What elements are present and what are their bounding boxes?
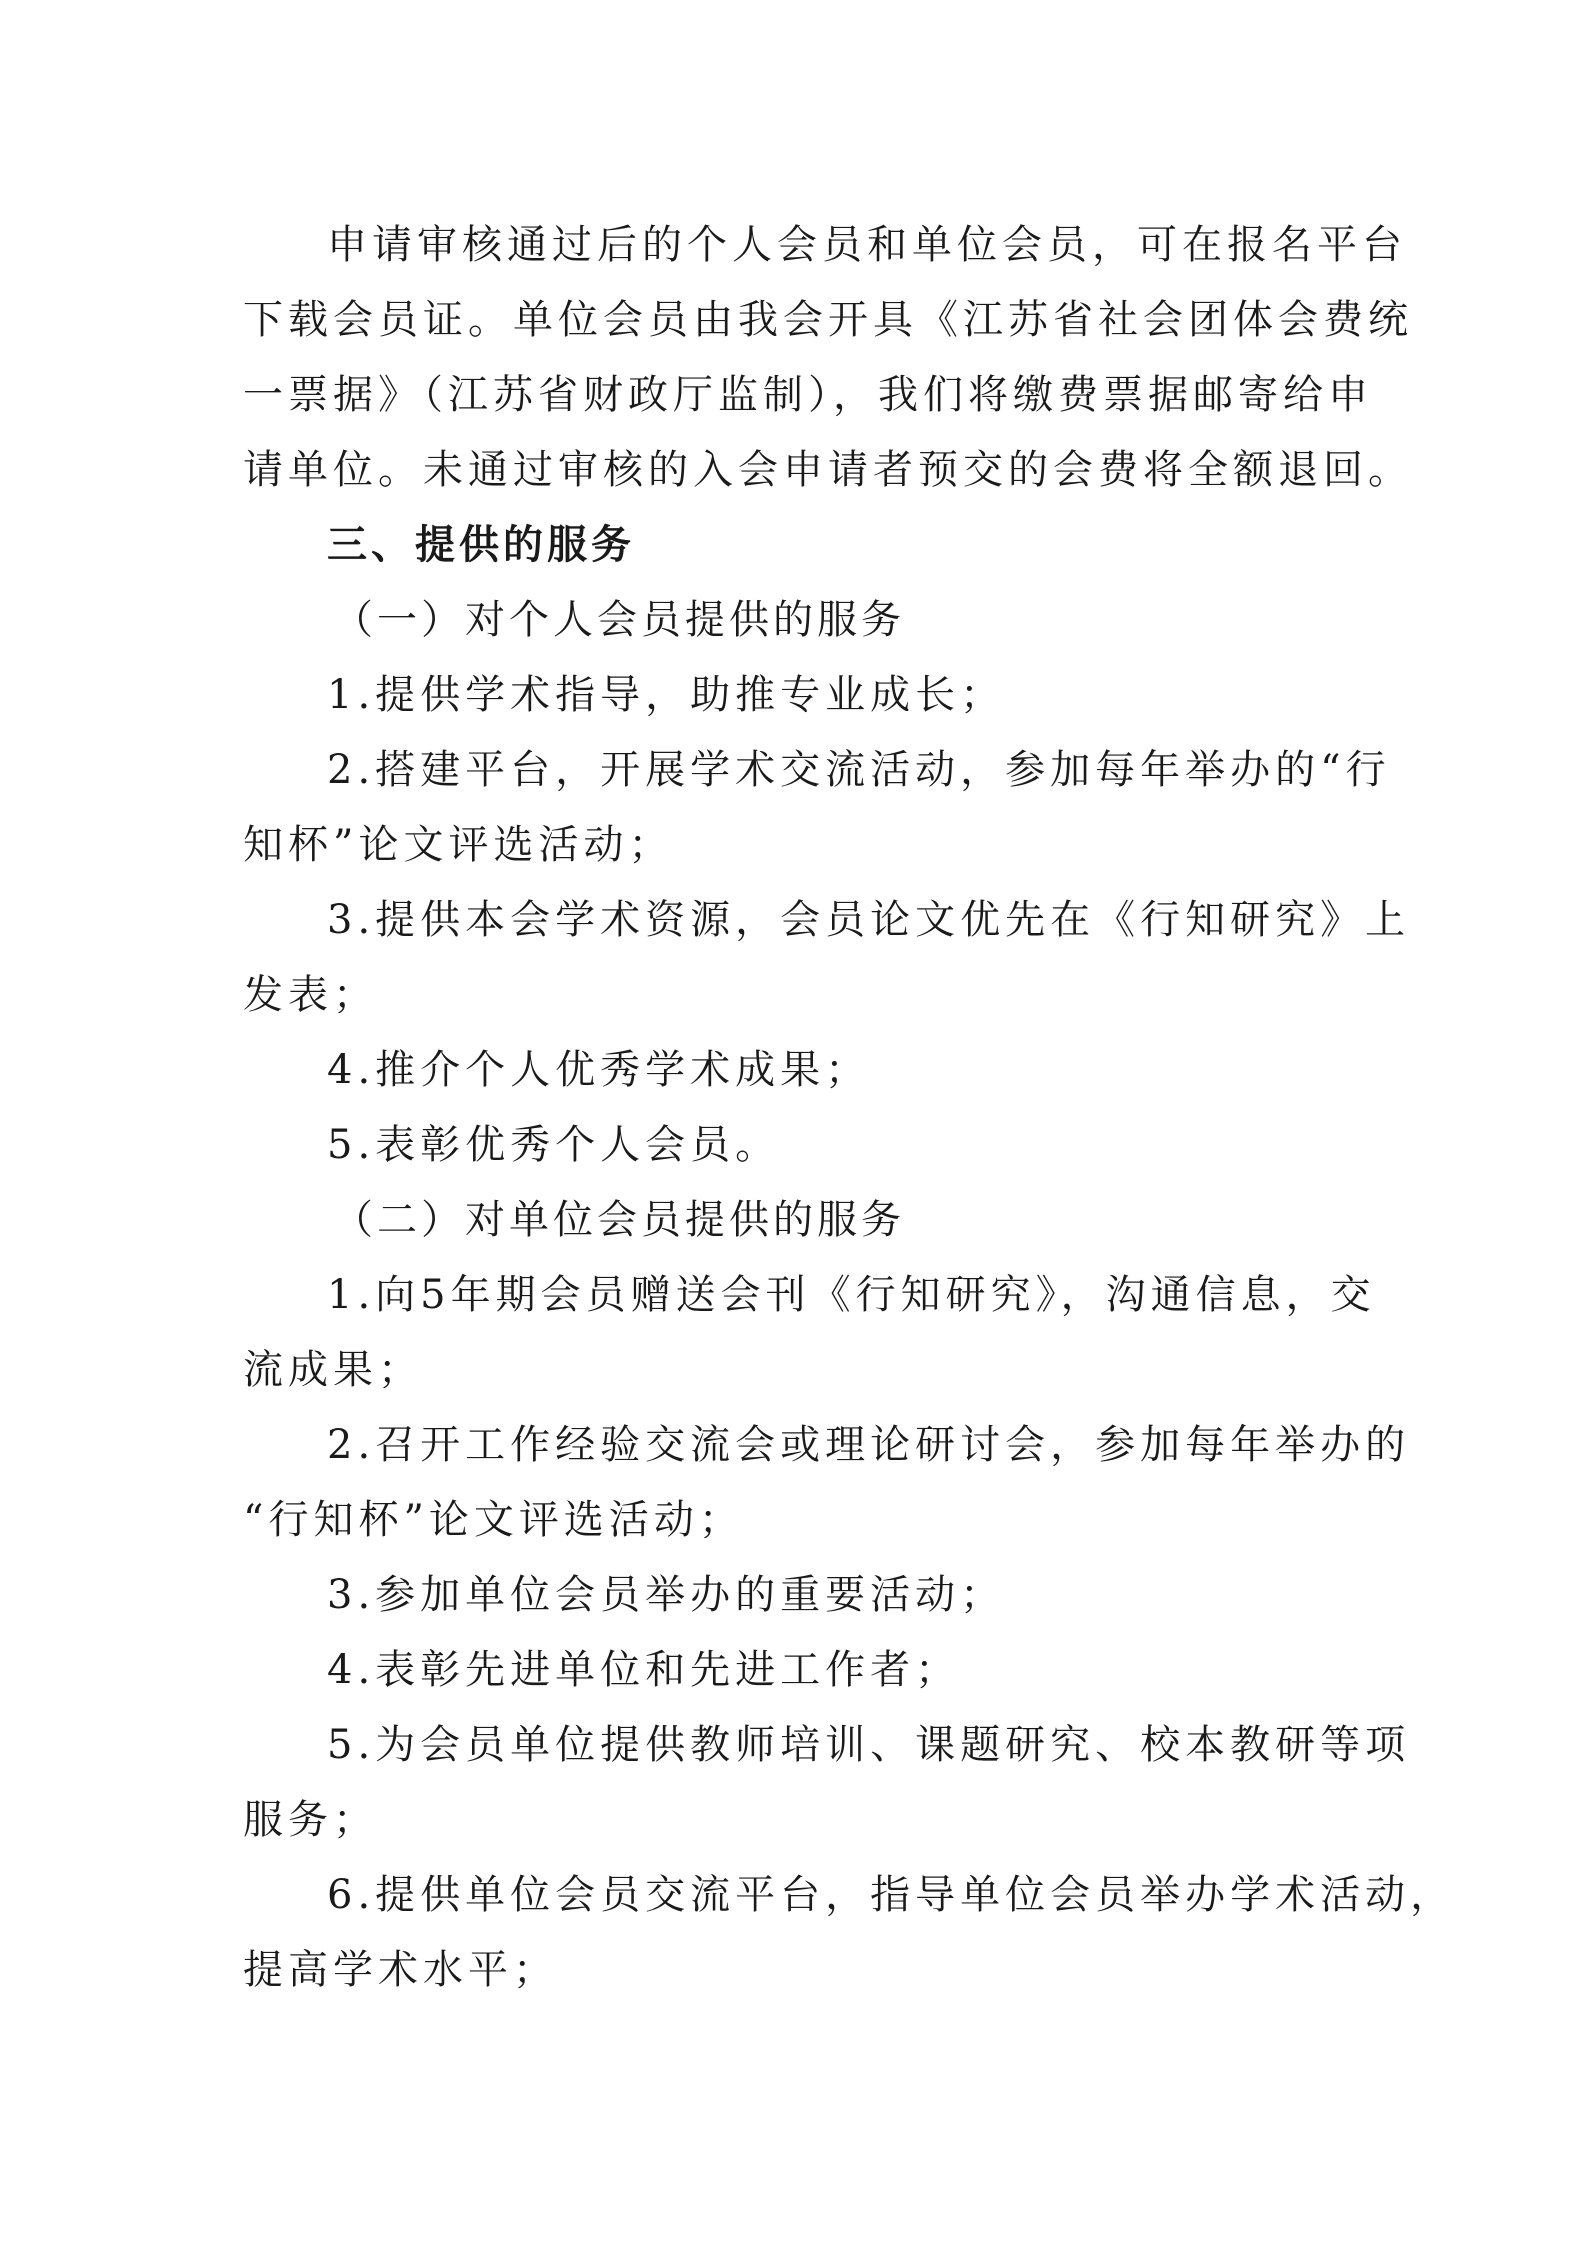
list-item-line: “行知杯”论文评选活动； xyxy=(243,1497,744,1543)
unit-services-list xyxy=(243,1258,1456,2008)
text-line: 请单位。未通过审核的入会申请者预交的会费将全额退回。 xyxy=(243,447,1413,493)
list-item-line: 3.参加单位会员举办的重要活动； xyxy=(327,1572,1006,1618)
document-page xyxy=(243,208,1456,2008)
list-item xyxy=(243,1708,1411,1858)
text-line: 下载会员证。单位会员由我会开具《江苏省社会团体会费统 xyxy=(243,297,1413,343)
list-item-line: 1.提供学术指导，助推专业成长； xyxy=(327,672,1006,718)
list-item xyxy=(243,1633,1363,1708)
list-item xyxy=(243,733,1391,883)
section-heading-services: 三、提供的服务 xyxy=(327,522,635,568)
list-item xyxy=(243,1408,1411,1558)
list-item-line: 2.召开工作经验交流会或理论研讨会，参加每年举办的 xyxy=(327,1422,1411,1468)
list-item xyxy=(243,1108,1363,1183)
list-item-line: 服务； xyxy=(243,1797,378,1843)
list-item xyxy=(243,883,1411,1033)
text-line: 申请审核通过后的个人会员和单位会员，可在报名平台 xyxy=(327,222,1407,268)
list-item-line: 5.表彰优秀个人会员。 xyxy=(327,1122,781,1168)
list-item-line: 提高学术水平； xyxy=(243,1947,558,1993)
list-item-line: 4.表彰先进单位和先进工作者； xyxy=(327,1647,961,1693)
list-item-line: 2.搭建平台，开展学术交流活动，参加每年举办的“行 xyxy=(327,747,1391,793)
list-item xyxy=(243,1558,1363,1633)
list-item xyxy=(243,658,1363,733)
list-item-line: 5.为会员单位提供教师培训、课题研究、校本教研等项 xyxy=(327,1722,1411,1768)
individual-services-list xyxy=(243,658,1411,1183)
list-item-line: 1.向5年期会员赠送会刊《行知研究》，沟通信息，交 xyxy=(327,1272,1376,1318)
list-item-line: 知杯”论文评选活动； xyxy=(243,822,674,868)
list-item-line: 发表； xyxy=(243,972,378,1018)
list-item-line: 4.推介个人优秀学术成果； xyxy=(327,1047,871,1093)
list-item xyxy=(243,1858,1456,2008)
list-item-line: 流成果； xyxy=(243,1347,423,1393)
list-item xyxy=(243,1258,1376,1408)
list-item-line: 3.提供本会学术资源，会员论文优先在《行知研究》上 xyxy=(327,897,1411,943)
paragraph-membership-certificate xyxy=(243,208,1413,508)
list-item xyxy=(243,1033,1363,1108)
list-item-line: 6.提供单位会员交流平台，指导单位会员举办学术活动， xyxy=(327,1872,1456,1918)
text-line: 一票据》（江苏省财政厅监制），我们将缴费票据邮寄给申 xyxy=(243,372,1373,418)
subsection-heading-individual: （一）对个人会员提供的服务 xyxy=(333,597,905,643)
subsection-heading-unit: （二）对单位会员提供的服务 xyxy=(333,1197,905,1243)
